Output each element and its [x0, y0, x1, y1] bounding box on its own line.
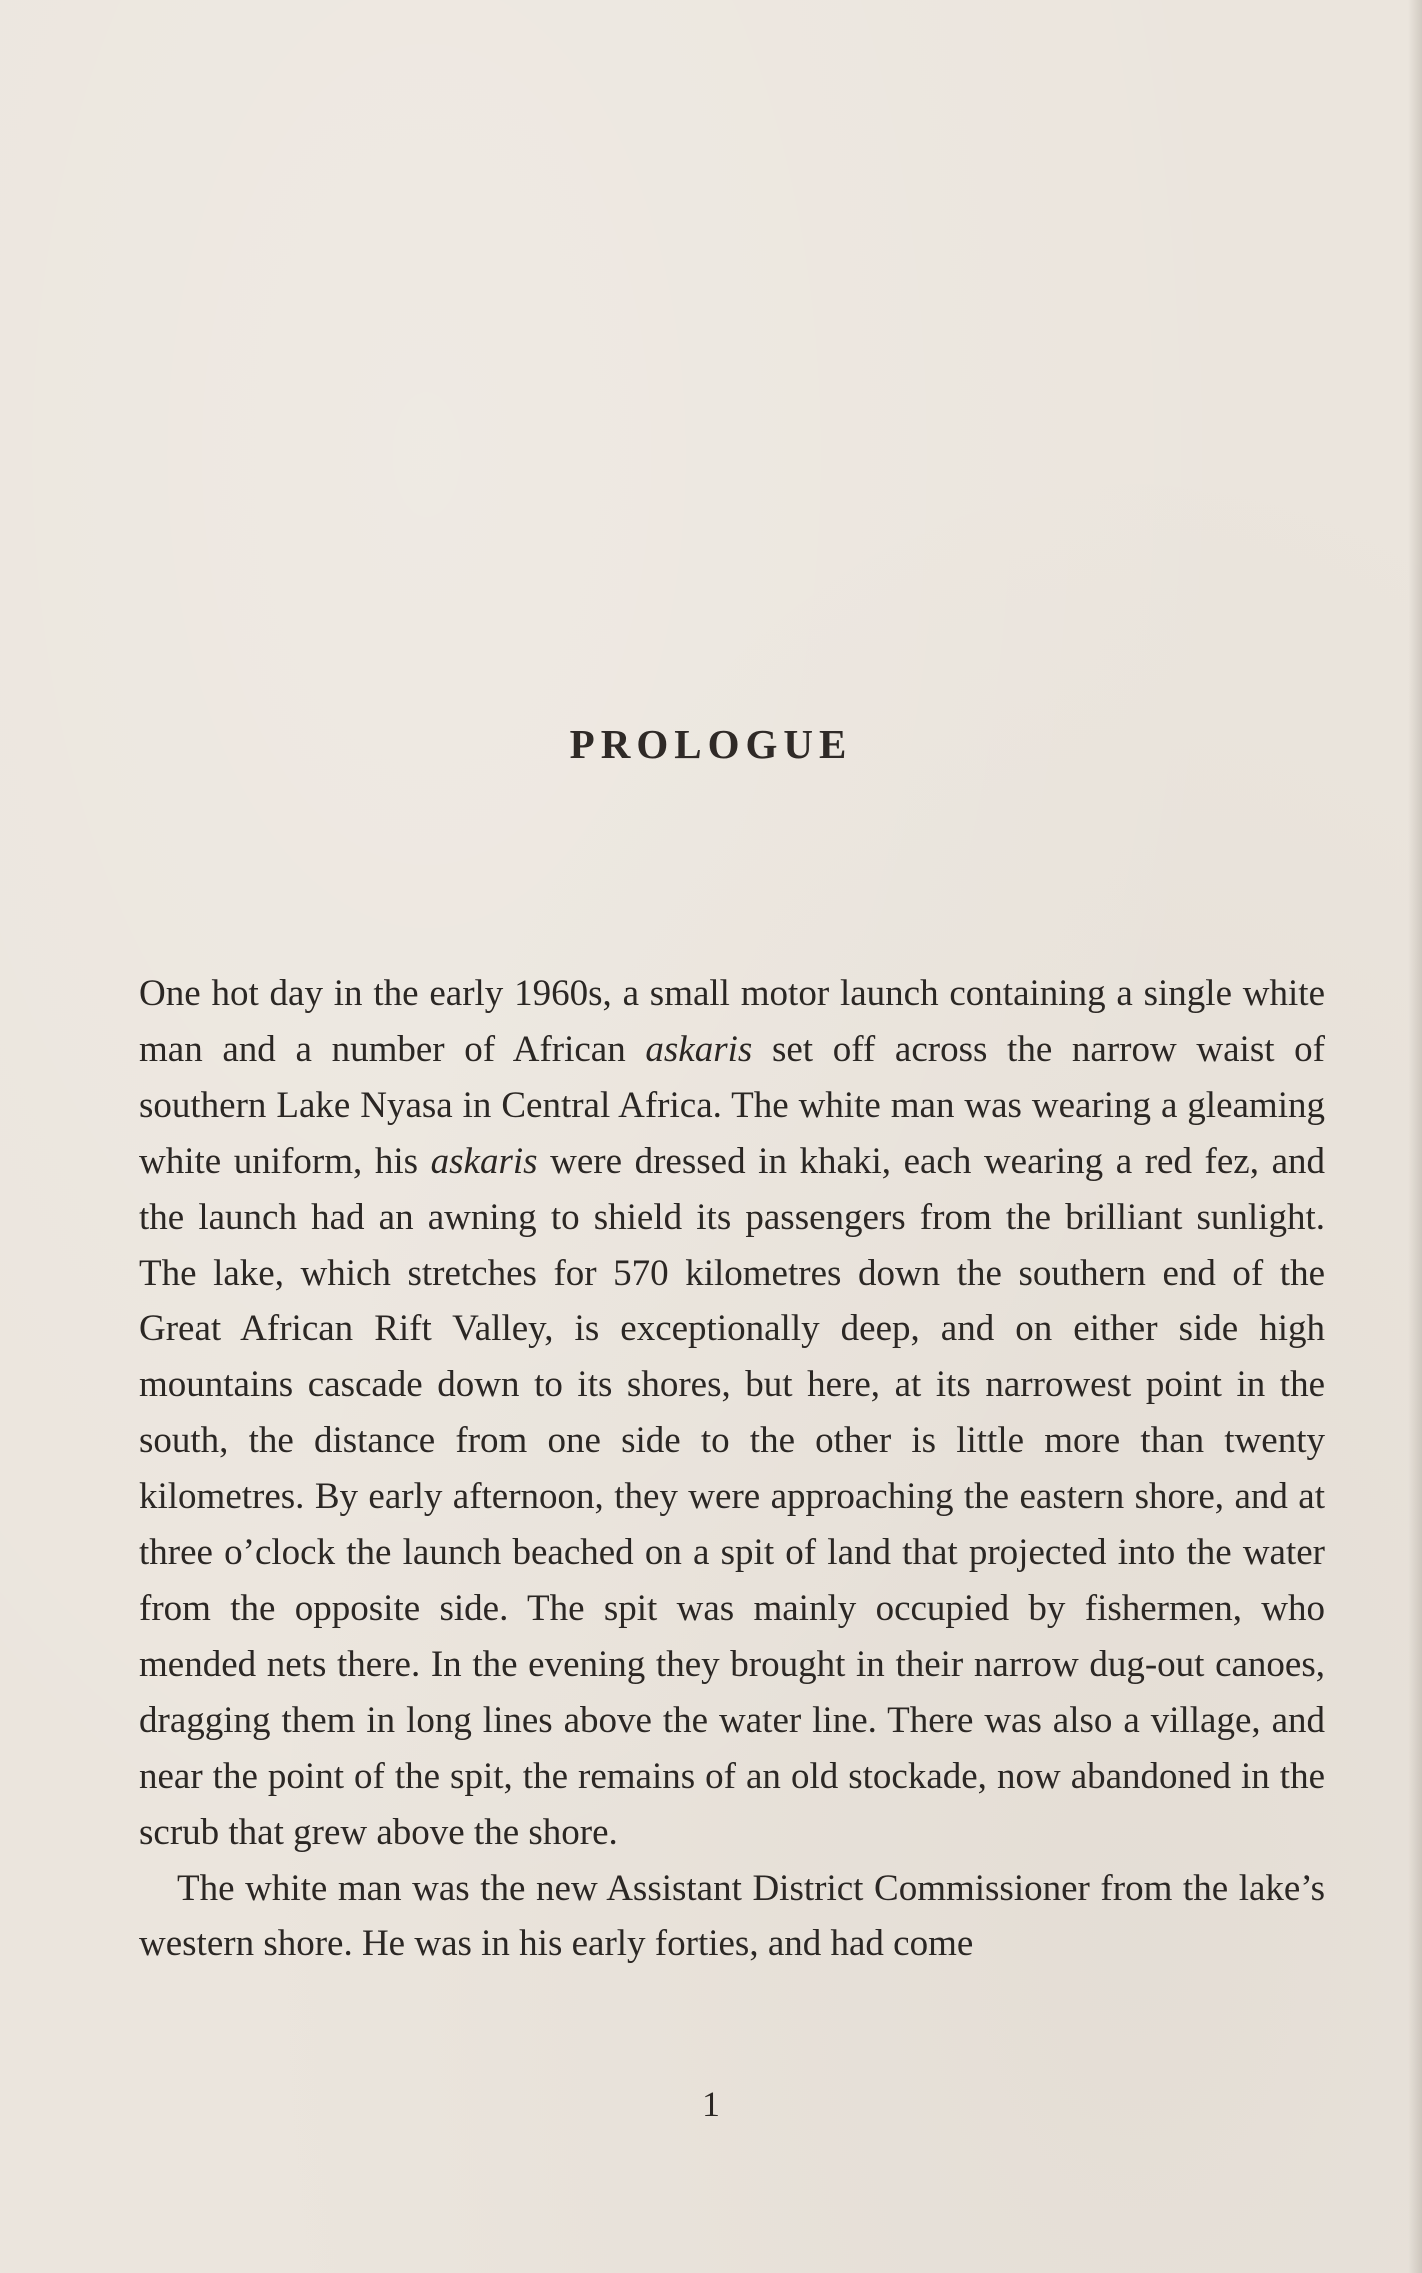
text-run: were dressed in khaki, each wearing a red fez, and the launch had an awning to shield its passengers from the brilliant sunlight. The lake, which stretches for 570 kilometres down the southern end of the Great African Rift Valley, is exceptionally deep, and on either side high mountains cascade down to its shores, but here, at its narrowest point in the south, the distance from one side to the other is little more than twenty kilometres. By early afternoon, they were approaching the eastern shore, and at three o’clock the launch beached on a spit of land that projected into the water from the opposite side. The spit was mainly occupied by fishermen, who mended nets there. In the evening they brought in their narrow dug-out canoes, dragging them in long lines above the water line. There was also a village, and near the point of the spit, the remains of an old stockade, now abandoned in the scrub that grew above the shore. [139, 1140, 1325, 1853]
italic-text-run: askaris [430, 1140, 538, 1182]
italic-text-run: askaris [645, 1028, 753, 1070]
paragraph [139, 966, 1325, 1861]
body-text [139, 966, 1325, 1972]
text-run: The white man was the new Assistant District Commissioner from the lake’s western shore. He was in his early forties, and had come [139, 1867, 1325, 1965]
paragraph [139, 1861, 1325, 1973]
text-run: set off across the narrow waist of southern Lake Nyasa in Central Africa. The white man was wearing a gleaming white uniform, his [139, 1028, 1325, 1182]
page-edge-shadow [1408, 0, 1422, 2273]
text-run: One hot day in the early 1960s, a small motor launch containing a single white man and a number of African [139, 973, 1325, 1070]
page-number: 1 [702, 2084, 720, 2124]
chapter-title: PROLOGUE [569, 721, 853, 767]
